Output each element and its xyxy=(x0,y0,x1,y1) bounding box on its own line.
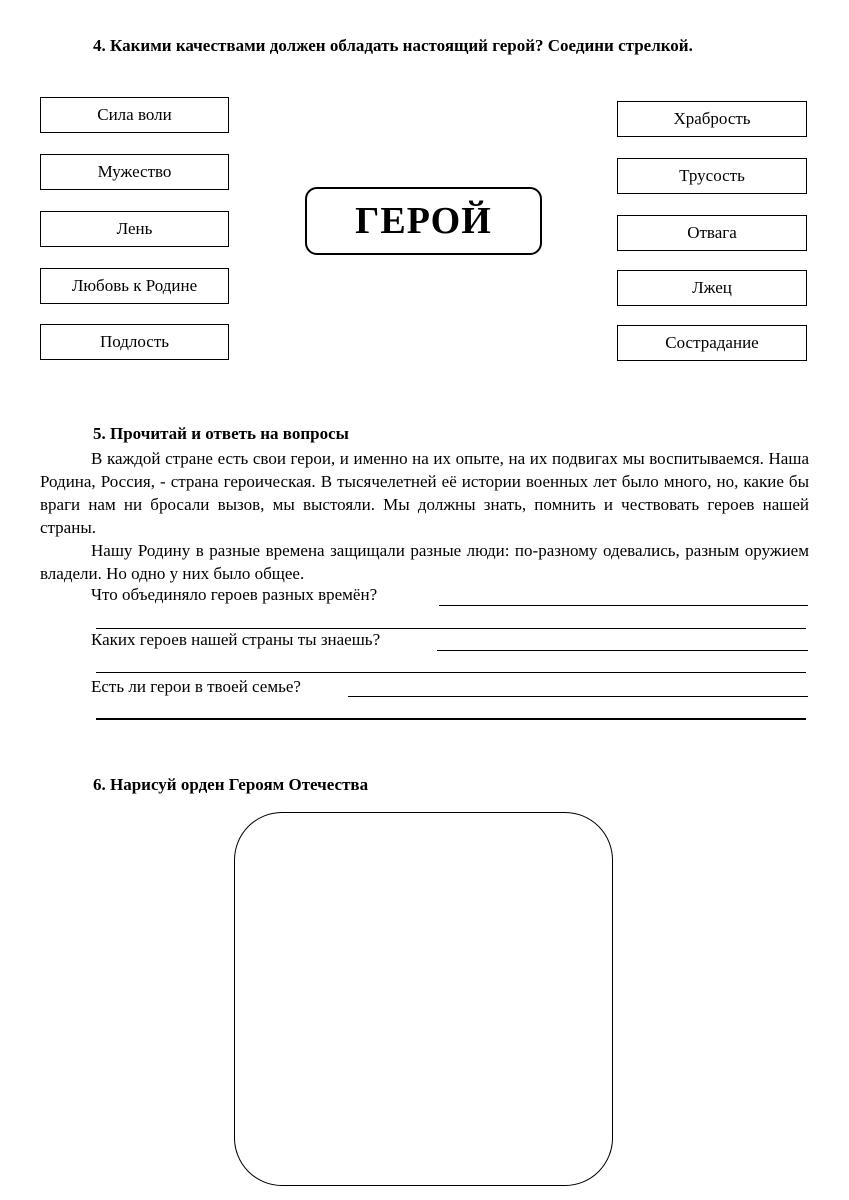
quality-left-5[interactable]: Подлость xyxy=(40,324,229,360)
question-2: Каких героев нашей страны ты знаешь? xyxy=(91,630,381,649)
task5-paragraph-1: В каждой стране есть свои герои, и именно на их опыте, на их подвигах мы воспитываемся. Наша Родина, Россия, - страна героическая. В тысячелетней её истории военных лет было много, но, какие бы враги нам ни бросали вызов, мы выстояли. Мы должны знать, помнить и чествовать героев нашей страны. xyxy=(40,449,809,537)
quality-left-1[interactable]: Сила воли xyxy=(40,97,229,133)
quality-right-1[interactable]: Храбрость xyxy=(617,101,807,137)
answer-line-3b[interactable] xyxy=(96,718,806,720)
answer-line-1b[interactable] xyxy=(96,628,806,629)
answer-line-2b[interactable] xyxy=(96,672,806,673)
hero-center-box[interactable]: ГЕРОЙ xyxy=(305,187,542,255)
quality-left-3[interactable]: Лень xyxy=(40,211,229,247)
answer-line-1a[interactable] xyxy=(439,605,808,606)
quality-left-2[interactable]: Мужество xyxy=(40,154,229,190)
answer-line-2a[interactable] xyxy=(437,650,808,651)
task5-title: 5. Прочитай и ответь на вопросы xyxy=(93,424,349,443)
drawing-area[interactable] xyxy=(234,812,613,1186)
quality-right-4[interactable]: Лжец xyxy=(617,270,807,306)
answer-line-3a[interactable] xyxy=(348,696,808,697)
quality-left-4[interactable]: Любовь к Родине xyxy=(40,268,229,304)
quality-right-5[interactable]: Сострадание xyxy=(617,325,807,361)
quality-right-2[interactable]: Трусость xyxy=(617,158,807,194)
quality-right-3[interactable]: Отвага xyxy=(617,215,807,251)
question-1: Что объединяло героев разных времён? xyxy=(91,585,378,604)
question-3: Есть ли герои в твоей семье? xyxy=(91,677,301,696)
task6-title: 6. Нарисуй орден Героям Отечества xyxy=(93,775,369,794)
task5-paragraph-2: Нашу Родину в разные времена защищали разные люди: по-разному одевались, разным оружием владели. Но одно у них было общее. xyxy=(40,541,809,583)
task4-title: 4. Какими качествами должен обладать настоящий герой? Соедини стрелкой. xyxy=(93,36,693,55)
